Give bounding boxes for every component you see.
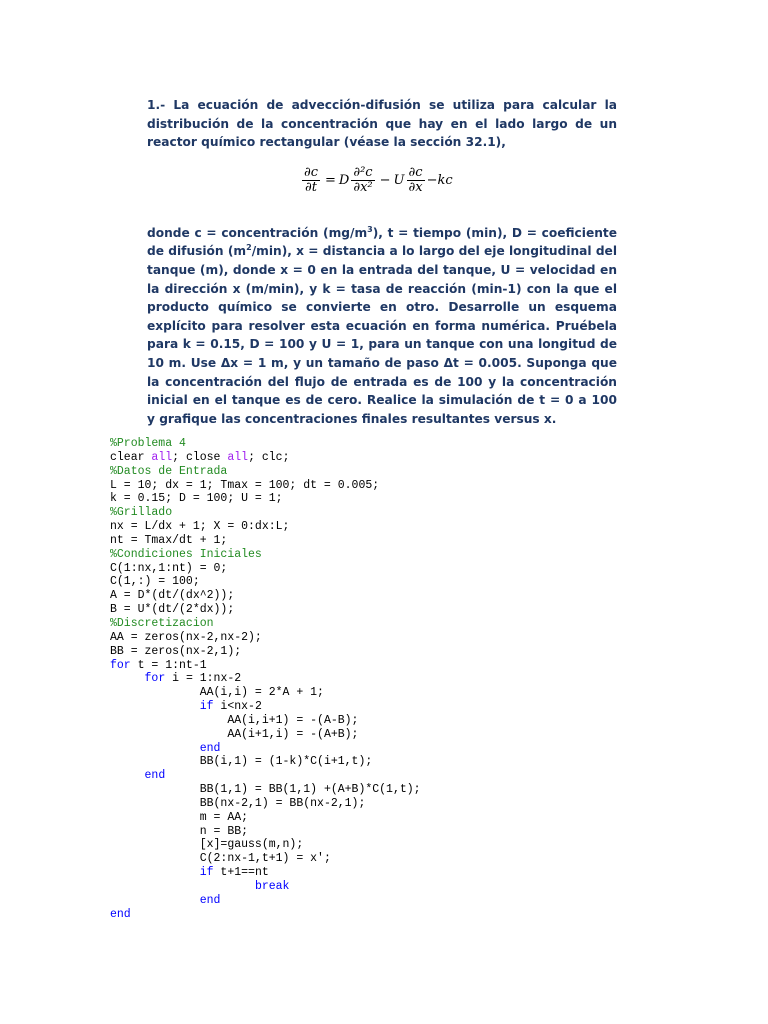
code-keyword: end xyxy=(110,907,131,921)
code-keyword: end xyxy=(199,893,221,907)
time-derivative: $\frac{\partial c}{\partial t}$ xyxy=(304,164,319,195)
code-keyword: if xyxy=(199,866,214,880)
code-keyword: for xyxy=(144,672,166,686)
first-derivative: $\frac{\partial c}{\partial x}$ xyxy=(408,164,423,195)
code-keyword: end xyxy=(199,741,221,755)
code-comment: %Grillado xyxy=(110,506,173,520)
code-comment: %Problema 4 xyxy=(110,437,186,450)
advection-diffusion-equation: $\frac{\partial c}{\partial t}$ = D $\frac{\text{∂²c}}{\text{∂x²}}$ − U $\frac{\partial c}{\partial x}$ −kc xyxy=(304,164,453,195)
code-keyword: for xyxy=(110,658,131,672)
second-derivative: $\frac{\text{∂²c}}{\text{∂x²}}$ xyxy=(353,164,373,195)
code-keyword: end xyxy=(144,769,166,783)
code-comment: %Condiciones Iniciales xyxy=(110,547,262,561)
code-keyword: break xyxy=(254,880,290,893)
code-keyword: if xyxy=(199,700,214,714)
problem-definitions: donde c = concentración $(mg/m^3)$, t = tiempo (min), D = coeficiente de difusión $(m^2/\min)$, x = distancia a lo largo del eje longitudinal del tanque (m), donde x = 0 en la entrada del tanque, U = velocidad en la dirección x (m/min), y k = tasa de reacción (min-1) con la que el producto químico se convierte en otro. Desarrolle un esquema explícito para resolver esta ecuación en forma numérica. Pruébela para k = 0.15, D = 100 y U = 1, para un tanque con una longitud de 10 m. Use Δx = 1 m, y un tamaño de paso Δt = 0.005. Suponga que la concentración del flujo de entrada es de 100 y la concentración inicial en el tanque es de cero. Realice la simulación de t = 0 a 100 y grafique las concentraciones finales resultantes versus x. xyxy=(147,224,618,426)
code-comment: %Discretizacion xyxy=(110,616,214,630)
problem-statement xyxy=(147,96,617,428)
matlab-code: %Problema 4 clear all; close all; clc; %Datos de Entrada L = 10; dx = 1; Tmax = 100; dt = 0.005; k = 0.15; D = 100; U = 1; %Grillado nx = L/dx + 1; X = 0:dx:L; nt = Tmax/dt + 1; %Condiciones Iniciales C(1:nx,1:nt) = 0; C(1,:) = 100; A = D*(dt/(dx^2)); B = U*(dt/(2*dx)); %Discretizacion AA = zeros(nx-2,nx-2); BB = zeros(nx-2,1); for t = 1:nt-1 for i = 1:nx-2 AA(i,i) = 2*A + 1; if i<nx-2 AA(i,i+1) = -(A-B); AA(i+1,i) = -(A+B); end BB(i,1) = (1-k)*C(i+1,t); end BB(1,1) = BB(1,1) +(A+B)*C(1,t); BB(nx-2,1) = BB(nx-2,1); m = AA; n = BB; [x]=gauss(m,n); C(2:nx-1,t+1) = x'; if t+1==nt break end end xyxy=(110,437,421,921)
problem-intro: 1.- La ecuación de advección-difusión se utiliza para calcular la distribución de la concentración que hay en el lado largo de un reactor químico rectangular (véase la sección 32.1), xyxy=(147,98,617,150)
code-comment: %Datos de Entrada xyxy=(110,464,228,478)
